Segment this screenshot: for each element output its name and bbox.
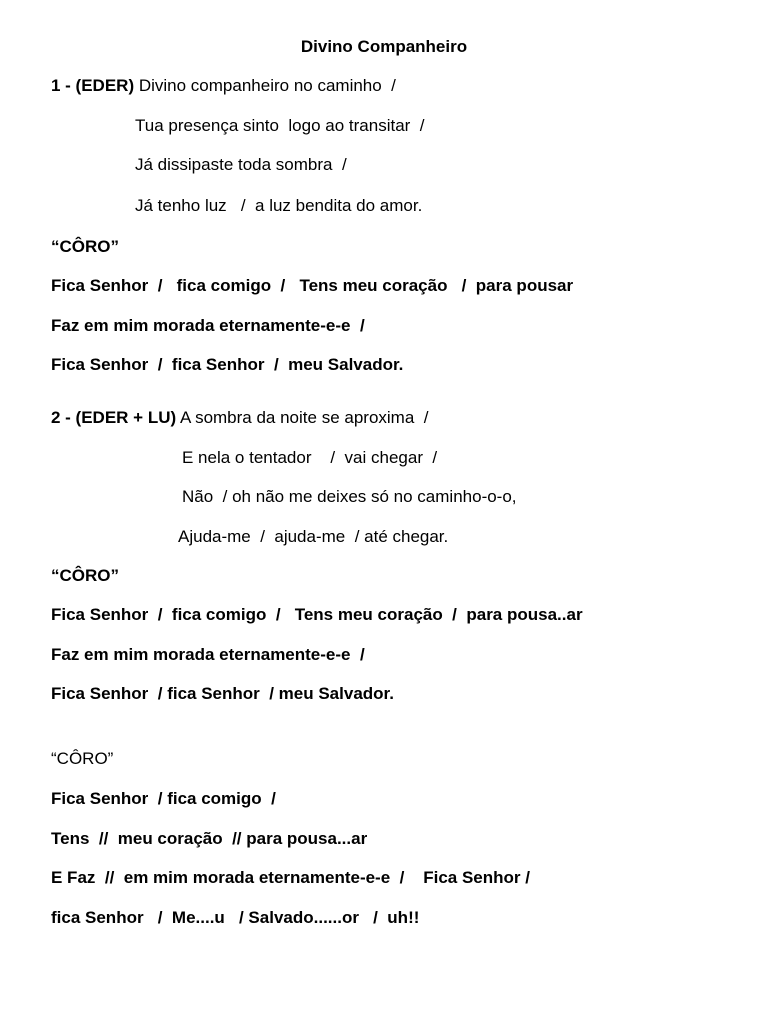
choir2-line1: Fica Senhor / fica comigo / Tens meu coração / para pousa..ar	[51, 605, 583, 624]
verse1-line4: Já tenho luz / a luz bendita do amor.	[135, 196, 423, 215]
verse2-line4: Ajuda-me / ajuda-me / até chegar.	[178, 527, 449, 546]
verse1-line1-text: Divino companheiro no caminho /	[134, 76, 396, 95]
verse2-prefix: 2 - (EDER + LU)	[51, 408, 177, 427]
verse1-line2: Tua presença sinto logo ao transitar /	[135, 116, 425, 135]
song-title: Divino Companheiro	[300, 37, 468, 56]
verse2-line2: E nela o tentador / vai chegar /	[182, 448, 438, 467]
choir3-line4: fica Senhor / Me....u / Salvado......or / uh!!	[51, 908, 420, 927]
choir1-line2: Faz em mim morada eternamente-e-e /	[51, 316, 365, 335]
choir2-line3: Fica Senhor / fica Senhor / meu Salvador.	[51, 684, 394, 703]
verse2-line3: Não / oh não me deixes só no caminho-o-o,	[182, 487, 517, 506]
choir3-line1: Fica Senhor / fica comigo /	[51, 789, 276, 808]
choir3-line2: Tens // meu coração // para pousa...ar	[51, 829, 368, 848]
verse2-line1-text: A sombra da noite se aproxima /	[176, 408, 429, 427]
choir1-line1: Fica Senhor / fica comigo / Tens meu coração / para pousar	[51, 276, 574, 295]
choir3-label: “CÔRO”	[51, 749, 114, 768]
choir1-label: “CÔRO”	[51, 237, 119, 256]
verse1-line3: Já dissipaste toda sombra /	[135, 155, 347, 174]
verse1-prefix: 1 - (EDER)	[51, 76, 135, 95]
choir2-label: “CÔRO”	[51, 566, 119, 585]
choir2-line2: Faz em mim morada eternamente-e-e /	[51, 645, 365, 664]
choir3-line3: E Faz // em mim morada eternamente-e-e / Fica Senhor /	[51, 868, 530, 887]
verse2-line1	[51, 408, 428, 428]
choir1-line3: Fica Senhor / fica Senhor / meu Salvador.	[51, 355, 404, 374]
verse1-line1	[51, 76, 396, 96]
